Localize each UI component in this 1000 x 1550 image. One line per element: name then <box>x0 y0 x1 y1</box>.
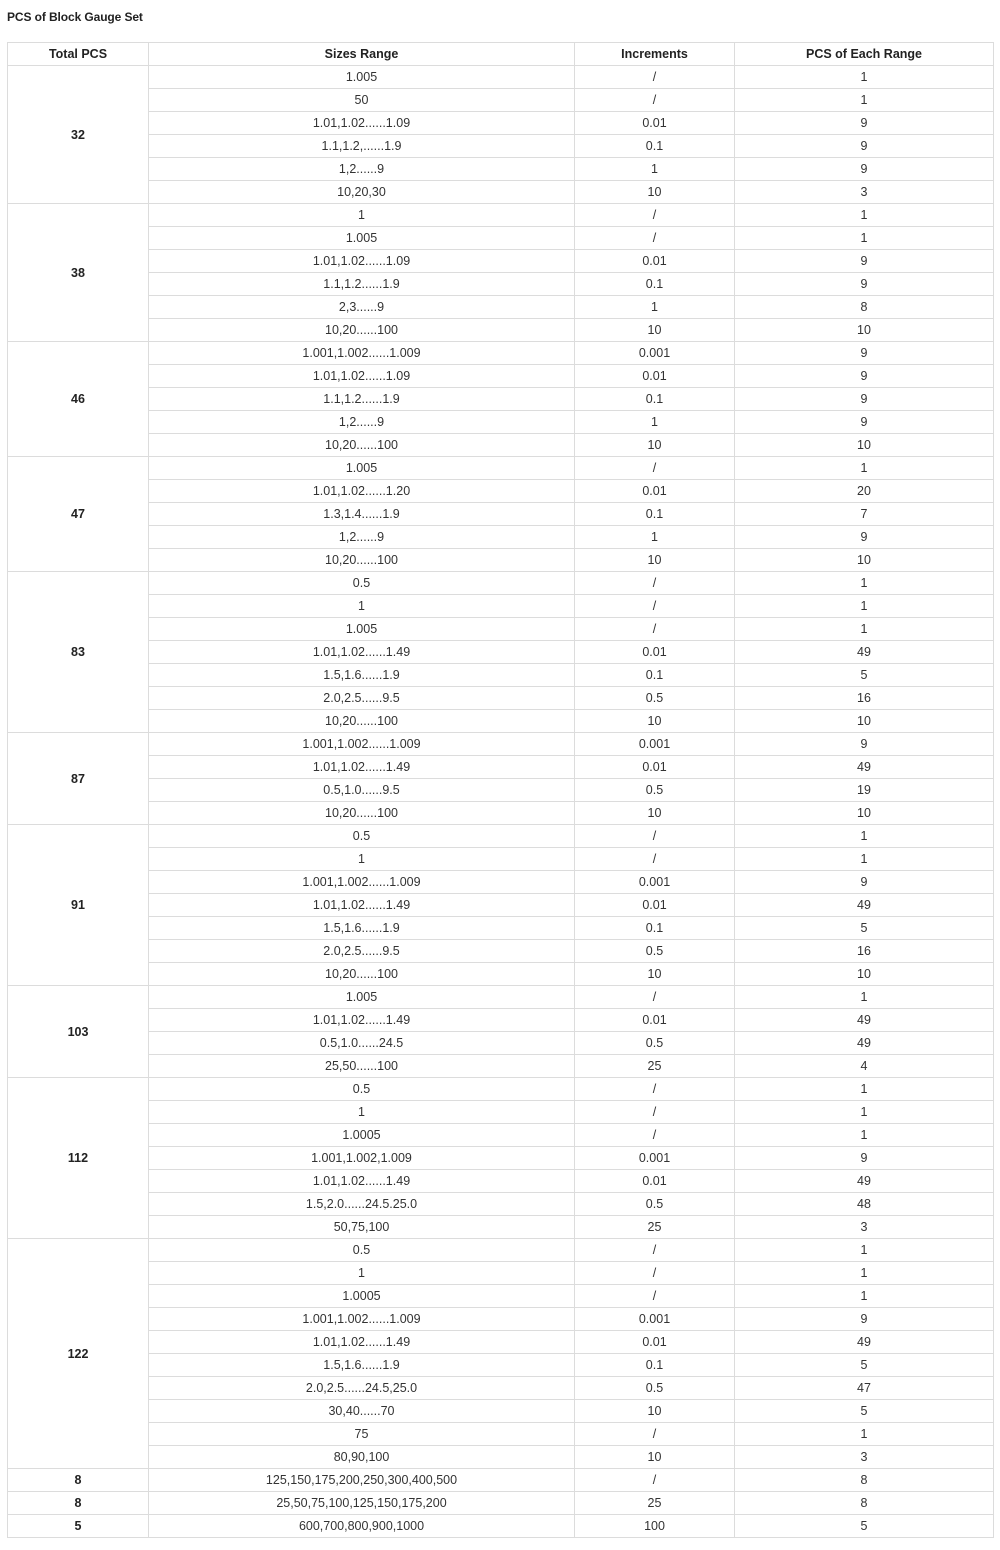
pcs-each-range-cell: 10 <box>735 802 994 825</box>
pcs-each-range-cell: 5 <box>735 917 994 940</box>
sizes-range-cell: 0.5,1.0......9.5 <box>149 779 575 802</box>
table-header <box>8 43 994 66</box>
sizes-range-cell: 1 <box>149 848 575 871</box>
increments-cell: 0.01 <box>575 112 735 135</box>
table-row <box>8 664 994 687</box>
table-row <box>8 1377 994 1400</box>
table-row <box>8 250 994 273</box>
increments-cell: 0.01 <box>575 1009 735 1032</box>
increments-cell: 10 <box>575 181 735 204</box>
table-row <box>8 503 994 526</box>
table-row <box>8 825 994 848</box>
sizes-range-cell: 10,20......100 <box>149 434 575 457</box>
pcs-each-range-cell: 49 <box>735 641 994 664</box>
increments-cell: / <box>575 1423 735 1446</box>
table-row <box>8 66 994 89</box>
table-row <box>8 388 994 411</box>
block-gauge-table <box>7 42 994 1538</box>
table-row <box>8 986 994 1009</box>
sizes-range-cell: 1.005 <box>149 66 575 89</box>
pcs-each-range-cell: 9 <box>735 273 994 296</box>
pcs-each-range-cell: 9 <box>735 871 994 894</box>
table-row <box>8 871 994 894</box>
table-row <box>8 1009 994 1032</box>
increments-cell: 0.001 <box>575 342 735 365</box>
table-row <box>8 894 994 917</box>
increments-cell: 1 <box>575 296 735 319</box>
table-row <box>8 802 994 825</box>
increments-cell: / <box>575 1078 735 1101</box>
pcs-each-range-cell: 9 <box>735 135 994 158</box>
table-row <box>8 963 994 986</box>
sizes-range-cell: 1.5,2.0......24.5.25.0 <box>149 1193 575 1216</box>
sizes-range-cell: 1.01,1.02......1.49 <box>149 756 575 779</box>
table-row <box>8 733 994 756</box>
increments-cell: 0.5 <box>575 779 735 802</box>
pcs-each-range-cell: 8 <box>735 296 994 319</box>
sizes-range-cell: 1.005 <box>149 457 575 480</box>
sizes-range-cell: 1,2......9 <box>149 526 575 549</box>
increments-cell: 10 <box>575 434 735 457</box>
increments-cell: 10 <box>575 1400 735 1423</box>
pcs-each-range-cell: 5 <box>735 664 994 687</box>
increments-cell: 0.5 <box>575 1193 735 1216</box>
increments-cell: 0.1 <box>575 1354 735 1377</box>
sizes-range-cell: 1.01,1.02......1.49 <box>149 1331 575 1354</box>
increments-cell: 10 <box>575 802 735 825</box>
sizes-range-cell: 10,20......100 <box>149 963 575 986</box>
sizes-range-cell: 1,2......9 <box>149 411 575 434</box>
header-increments: Increments <box>575 43 735 66</box>
increments-cell: 0.01 <box>575 894 735 917</box>
pcs-each-range-cell: 10 <box>735 434 994 457</box>
pcs-each-range-cell: 3 <box>735 1446 994 1469</box>
total-pcs-cell: 46 <box>8 342 149 457</box>
pcs-each-range-cell: 1 <box>735 1239 994 1262</box>
pcs-each-range-cell: 49 <box>735 1170 994 1193</box>
sizes-range-cell: 1.001,1.002......1.009 <box>149 733 575 756</box>
table-row <box>8 1170 994 1193</box>
increments-cell: / <box>575 1101 735 1124</box>
sizes-range-cell: 1.1,1.2,......1.9 <box>149 135 575 158</box>
table-row <box>8 1216 994 1239</box>
increments-cell: 25 <box>575 1216 735 1239</box>
increments-cell: 0.1 <box>575 135 735 158</box>
sizes-range-cell: 125,150,175,200,250,300,400,500 <box>149 1469 575 1492</box>
table-row <box>8 434 994 457</box>
increments-cell: 1 <box>575 158 735 181</box>
table-row <box>8 411 994 434</box>
increments-cell: 10 <box>575 1446 735 1469</box>
sizes-range-cell: 1.01,1.02......1.49 <box>149 1170 575 1193</box>
table-row <box>8 1492 994 1515</box>
increments-cell: 25 <box>575 1055 735 1078</box>
table-row <box>8 1101 994 1124</box>
total-pcs-cell: 87 <box>8 733 149 825</box>
increments-cell: / <box>575 1262 735 1285</box>
pcs-each-range-cell: 1 <box>735 986 994 1009</box>
sizes-range-cell: 80,90,100 <box>149 1446 575 1469</box>
table-row <box>8 1515 994 1538</box>
table-row <box>8 319 994 342</box>
increments-cell: / <box>575 1239 735 1262</box>
table-row <box>8 135 994 158</box>
sizes-range-cell: 10,20......100 <box>149 710 575 733</box>
table-row <box>8 1078 994 1101</box>
pcs-each-range-cell: 19 <box>735 779 994 802</box>
table-row <box>8 89 994 112</box>
pcs-each-range-cell: 1 <box>735 595 994 618</box>
total-pcs-cell: 32 <box>8 66 149 204</box>
pcs-each-range-cell: 9 <box>735 342 994 365</box>
table-row <box>8 181 994 204</box>
increments-cell: 0.5 <box>575 1377 735 1400</box>
pcs-each-range-cell: 1 <box>735 572 994 595</box>
increments-cell: 1 <box>575 411 735 434</box>
pcs-each-range-cell: 9 <box>735 526 994 549</box>
pcs-each-range-cell: 9 <box>735 733 994 756</box>
pcs-each-range-cell: 5 <box>735 1400 994 1423</box>
increments-cell: / <box>575 848 735 871</box>
pcs-each-range-cell: 9 <box>735 1147 994 1170</box>
pcs-each-range-cell: 9 <box>735 365 994 388</box>
pcs-each-range-cell: 10 <box>735 549 994 572</box>
increments-cell: / <box>575 572 735 595</box>
pcs-each-range-cell: 47 <box>735 1377 994 1400</box>
table-row <box>8 526 994 549</box>
increments-cell: 0.01 <box>575 756 735 779</box>
sizes-range-cell: 50 <box>149 89 575 112</box>
total-pcs-cell: 8 <box>8 1492 149 1515</box>
sizes-range-cell: 1.5,1.6......1.9 <box>149 1354 575 1377</box>
table-row <box>8 158 994 181</box>
table-row <box>8 1147 994 1170</box>
sizes-range-cell: 1.01,1.02......1.09 <box>149 250 575 273</box>
pcs-each-range-cell: 9 <box>735 250 994 273</box>
sizes-range-cell: 1.005 <box>149 227 575 250</box>
table-row <box>8 940 994 963</box>
increments-cell: 0.01 <box>575 1170 735 1193</box>
sizes-range-cell: 1.01,1.02......1.49 <box>149 1009 575 1032</box>
pcs-each-range-cell: 1 <box>735 66 994 89</box>
increments-cell: 0.1 <box>575 503 735 526</box>
increments-cell: 0.01 <box>575 365 735 388</box>
table-row <box>8 779 994 802</box>
table-row <box>8 112 994 135</box>
pcs-each-range-cell: 5 <box>735 1354 994 1377</box>
sizes-range-cell: 1.1,1.2......1.9 <box>149 273 575 296</box>
increments-cell: 10 <box>575 319 735 342</box>
total-pcs-cell: 91 <box>8 825 149 986</box>
pcs-each-range-cell: 48 <box>735 1193 994 1216</box>
pcs-each-range-cell: 1 <box>735 618 994 641</box>
table-row <box>8 1331 994 1354</box>
sizes-range-cell: 1.0005 <box>149 1124 575 1147</box>
table-row <box>8 1032 994 1055</box>
total-pcs-cell: 122 <box>8 1239 149 1469</box>
sizes-range-cell: 1.3,1.4......1.9 <box>149 503 575 526</box>
pcs-each-range-cell: 1 <box>735 825 994 848</box>
increments-cell: 25 <box>575 1492 735 1515</box>
table-row <box>8 1469 994 1492</box>
sizes-range-cell: 1.001,1.002......1.009 <box>149 871 575 894</box>
increments-cell: / <box>575 618 735 641</box>
pcs-each-range-cell: 1 <box>735 89 994 112</box>
table-row <box>8 572 994 595</box>
sizes-range-cell: 25,50......100 <box>149 1055 575 1078</box>
increments-cell: / <box>575 1124 735 1147</box>
increments-cell: 0.01 <box>575 480 735 503</box>
increments-cell: 0.01 <box>575 1331 735 1354</box>
table-row <box>8 457 994 480</box>
table-row <box>8 1239 994 1262</box>
increments-cell: 0.1 <box>575 273 735 296</box>
pcs-each-range-cell: 1 <box>735 227 994 250</box>
pcs-each-range-cell: 1 <box>735 1423 994 1446</box>
pcs-each-range-cell: 10 <box>735 710 994 733</box>
table-row <box>8 204 994 227</box>
increments-cell: 0.01 <box>575 250 735 273</box>
header-total-pcs: Total PCS <box>8 43 149 66</box>
sizes-range-cell: 1 <box>149 595 575 618</box>
pcs-each-range-cell: 10 <box>735 963 994 986</box>
pcs-each-range-cell: 1 <box>735 848 994 871</box>
sizes-range-cell: 1.001,1.002......1.009 <box>149 342 575 365</box>
increments-cell: / <box>575 227 735 250</box>
sizes-range-cell: 1,2......9 <box>149 158 575 181</box>
sizes-range-cell: 1.5,1.6......1.9 <box>149 664 575 687</box>
pcs-each-range-cell: 4 <box>735 1055 994 1078</box>
table-row <box>8 917 994 940</box>
sizes-range-cell: 1.01,1.02......1.49 <box>149 894 575 917</box>
increments-cell: / <box>575 204 735 227</box>
increments-cell: 0.001 <box>575 1147 735 1170</box>
pcs-each-range-cell: 1 <box>735 457 994 480</box>
pcs-each-range-cell: 8 <box>735 1469 994 1492</box>
pcs-each-range-cell: 9 <box>735 1308 994 1331</box>
increments-cell: / <box>575 595 735 618</box>
sizes-range-cell: 30,40......70 <box>149 1400 575 1423</box>
table-row <box>8 365 994 388</box>
pcs-each-range-cell: 3 <box>735 1216 994 1239</box>
table-row <box>8 641 994 664</box>
pcs-each-range-cell: 49 <box>735 1032 994 1055</box>
sizes-range-cell: 2,3......9 <box>149 296 575 319</box>
sizes-range-cell: 0.5 <box>149 825 575 848</box>
increments-cell: 0.01 <box>575 641 735 664</box>
pcs-each-range-cell: 1 <box>735 1101 994 1124</box>
pcs-each-range-cell: 1 <box>735 1124 994 1147</box>
sizes-range-cell: 0.5 <box>149 572 575 595</box>
table-row <box>8 1308 994 1331</box>
increments-cell: / <box>575 89 735 112</box>
increments-cell: 1 <box>575 526 735 549</box>
pcs-each-range-cell: 8 <box>735 1492 994 1515</box>
table-row <box>8 273 994 296</box>
header-row <box>8 43 994 66</box>
increments-cell: 0.5 <box>575 687 735 710</box>
table-row <box>8 618 994 641</box>
table-row <box>8 1354 994 1377</box>
table-body <box>8 66 994 1538</box>
sizes-range-cell: 1.005 <box>149 986 575 1009</box>
sizes-range-cell: 1.01,1.02......1.20 <box>149 480 575 503</box>
table-row <box>8 1400 994 1423</box>
sizes-range-cell: 10,20......100 <box>149 802 575 825</box>
sizes-range-cell: 600,700,800,900,1000 <box>149 1515 575 1538</box>
pcs-each-range-cell: 49 <box>735 1331 994 1354</box>
sizes-range-cell: 10,20......100 <box>149 549 575 572</box>
table-row <box>8 1124 994 1147</box>
pcs-each-range-cell: 49 <box>735 894 994 917</box>
pcs-each-range-cell: 7 <box>735 503 994 526</box>
table-row <box>8 549 994 572</box>
increments-cell: 0.5 <box>575 1032 735 1055</box>
increments-cell: 0.001 <box>575 1308 735 1331</box>
header-sizes-range: Sizes Range <box>149 43 575 66</box>
pcs-each-range-cell: 9 <box>735 388 994 411</box>
table-row <box>8 1193 994 1216</box>
sizes-range-cell: 50,75,100 <box>149 1216 575 1239</box>
increments-cell: 0.1 <box>575 664 735 687</box>
increments-cell: / <box>575 66 735 89</box>
total-pcs-cell: 112 <box>8 1078 149 1239</box>
pcs-each-range-cell: 20 <box>735 480 994 503</box>
increments-cell: / <box>575 825 735 848</box>
table-row <box>8 848 994 871</box>
page-title: PCS of Block Gauge Set <box>7 10 143 24</box>
table-row <box>8 1446 994 1469</box>
table-row <box>8 710 994 733</box>
table-row <box>8 756 994 779</box>
increments-cell: 10 <box>575 549 735 572</box>
sizes-range-cell: 1 <box>149 1262 575 1285</box>
pcs-each-range-cell: 49 <box>735 756 994 779</box>
sizes-range-cell: 0.5,1.0......24.5 <box>149 1032 575 1055</box>
sizes-range-cell: 2.0,2.5......9.5 <box>149 687 575 710</box>
sizes-range-cell: 2.0,2.5......24.5,25.0 <box>149 1377 575 1400</box>
pcs-each-range-cell: 3 <box>735 181 994 204</box>
increments-cell: 10 <box>575 963 735 986</box>
sizes-range-cell: 0.5 <box>149 1078 575 1101</box>
total-pcs-cell: 83 <box>8 572 149 733</box>
sizes-range-cell: 1.01,1.02......1.49 <box>149 641 575 664</box>
sizes-range-cell: 1.01,1.02......1.09 <box>149 112 575 135</box>
pcs-each-range-cell: 9 <box>735 112 994 135</box>
sizes-range-cell: 10,20,30 <box>149 181 575 204</box>
pcs-each-range-cell: 9 <box>735 158 994 181</box>
increments-cell: 0.5 <box>575 940 735 963</box>
sizes-range-cell: 25,50,75,100,125,150,175,200 <box>149 1492 575 1515</box>
sizes-range-cell: 1.5,1.6......1.9 <box>149 917 575 940</box>
header-pcs-each-range: PCS of Each Range <box>735 43 994 66</box>
increments-cell: / <box>575 457 735 480</box>
sizes-range-cell: 1 <box>149 204 575 227</box>
sizes-range-cell: 2.0,2.5......9.5 <box>149 940 575 963</box>
table-row <box>8 1423 994 1446</box>
table-row <box>8 595 994 618</box>
total-pcs-cell: 38 <box>8 204 149 342</box>
pcs-each-range-cell: 16 <box>735 940 994 963</box>
sizes-range-cell: 10,20......100 <box>149 319 575 342</box>
sizes-range-cell: 1.005 <box>149 618 575 641</box>
sizes-range-cell: 0.5 <box>149 1239 575 1262</box>
increments-cell: 0.1 <box>575 917 735 940</box>
increments-cell: / <box>575 986 735 1009</box>
sizes-range-cell: 75 <box>149 1423 575 1446</box>
pcs-each-range-cell: 1 <box>735 1262 994 1285</box>
sizes-range-cell: 1 <box>149 1101 575 1124</box>
increments-cell: / <box>575 1469 735 1492</box>
pcs-each-range-cell: 10 <box>735 319 994 342</box>
pcs-each-range-cell: 1 <box>735 1078 994 1101</box>
sizes-range-cell: 1.001,1.002......1.009 <box>149 1308 575 1331</box>
pcs-each-range-cell: 9 <box>735 411 994 434</box>
total-pcs-cell: 103 <box>8 986 149 1078</box>
table-row <box>8 1285 994 1308</box>
sizes-range-cell: 1.0005 <box>149 1285 575 1308</box>
table-row <box>8 342 994 365</box>
total-pcs-cell: 47 <box>8 457 149 572</box>
total-pcs-cell: 5 <box>8 1515 149 1538</box>
sizes-range-cell: 1.001,1.002,1.009 <box>149 1147 575 1170</box>
sizes-range-cell: 1.1,1.2......1.9 <box>149 388 575 411</box>
sizes-range-cell: 1.01,1.02......1.09 <box>149 365 575 388</box>
increments-cell: 10 <box>575 710 735 733</box>
table-row <box>8 1055 994 1078</box>
table-row <box>8 687 994 710</box>
increments-cell: 0.001 <box>575 871 735 894</box>
pcs-each-range-cell: 1 <box>735 204 994 227</box>
pcs-each-range-cell: 5 <box>735 1515 994 1538</box>
pcs-each-range-cell: 1 <box>735 1285 994 1308</box>
pcs-each-range-cell: 49 <box>735 1009 994 1032</box>
increments-cell: 0.1 <box>575 388 735 411</box>
increments-cell: 100 <box>575 1515 735 1538</box>
table-row <box>8 296 994 319</box>
table-row <box>8 1262 994 1285</box>
table-row <box>8 480 994 503</box>
increments-cell: / <box>575 1285 735 1308</box>
table-row <box>8 227 994 250</box>
pcs-each-range-cell: 16 <box>735 687 994 710</box>
increments-cell: 0.001 <box>575 733 735 756</box>
total-pcs-cell: 8 <box>8 1469 149 1492</box>
